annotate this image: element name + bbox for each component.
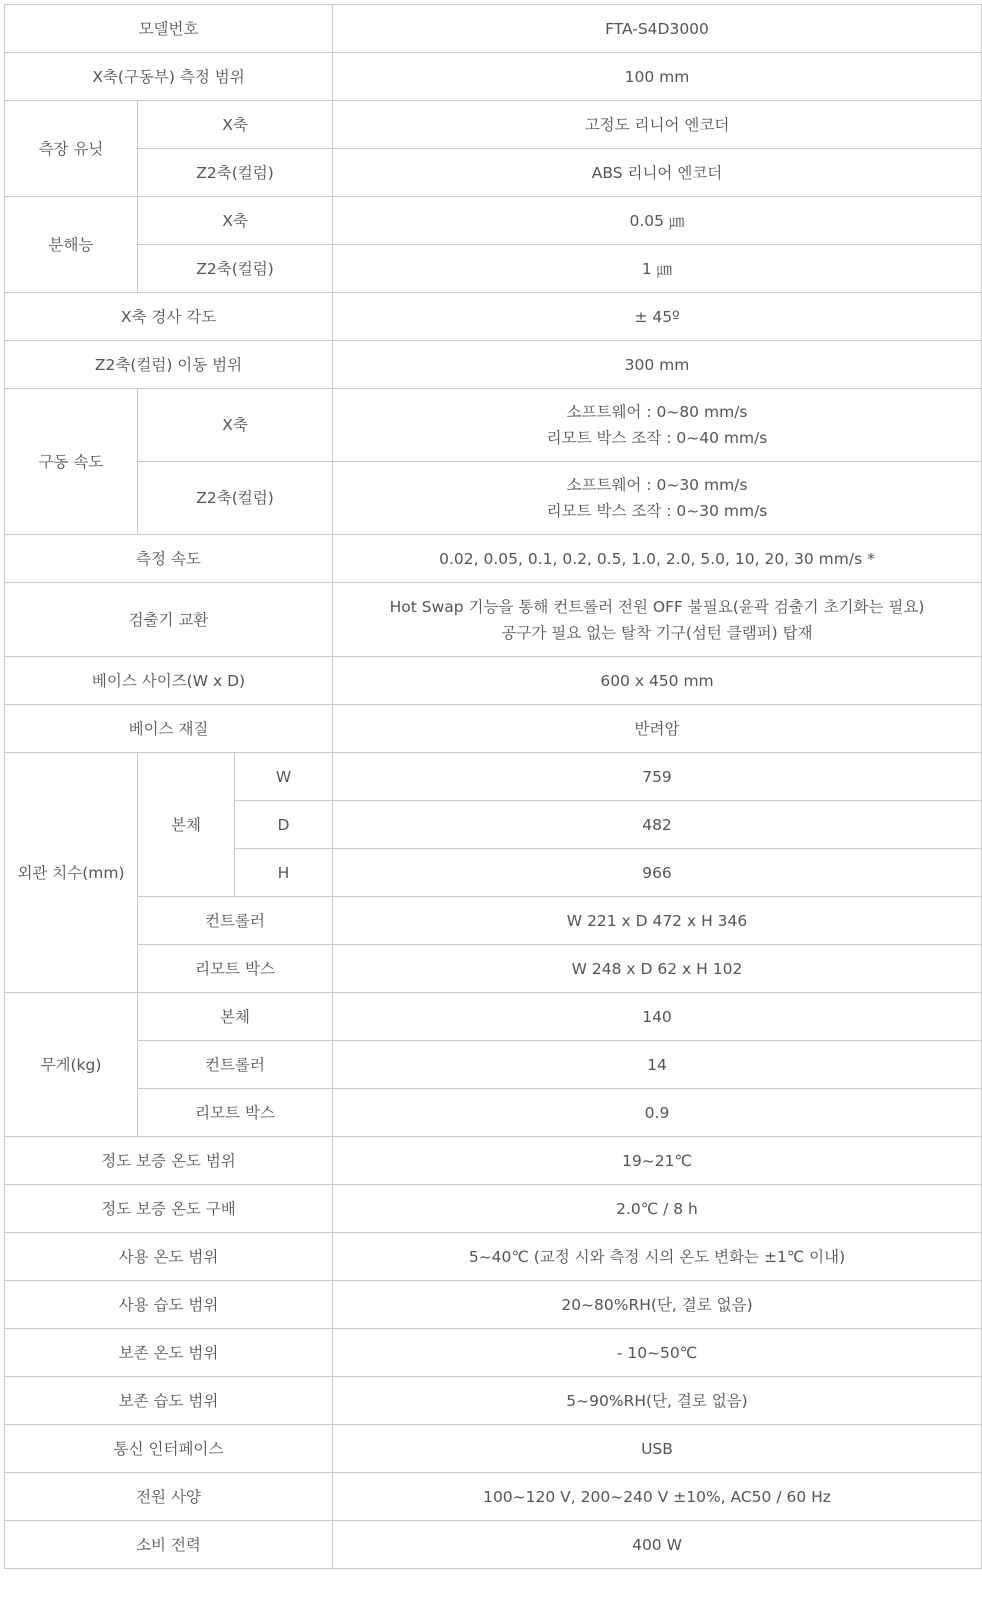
value-drive-speed-z-remote: 리모트 박스 조작 : 0~30 mm/s bbox=[546, 502, 768, 520]
value-acc-temp-gradient: 2.0℃ / 8 h bbox=[333, 1185, 982, 1233]
sublabel-dimensions-h: H bbox=[235, 849, 333, 897]
value-drive-speed-z-software: 소프트웨어 : 0~30 mm/s bbox=[566, 476, 748, 494]
sublabel-weight-remote: 리모트 박스 bbox=[138, 1089, 333, 1137]
sublabel-measure-unit-z: Z2축(컬럼) bbox=[138, 149, 333, 197]
value-dimensions-h: 966 bbox=[333, 849, 982, 897]
sublabel-dimensions-remote: 리모트 박스 bbox=[138, 945, 333, 993]
value-detector bbox=[333, 583, 982, 657]
value-drive-speed-x-remote: 리모트 박스 조작 : 0~40 mm/s bbox=[546, 429, 768, 447]
value-resolution-x: 0.05 ㎛ bbox=[333, 197, 982, 245]
spec-row-drive-speed-x bbox=[5, 389, 982, 462]
label-weight: 무게(kg) bbox=[5, 993, 138, 1137]
value-resolution-z: 1 ㎛ bbox=[333, 245, 982, 293]
value-x-range: 100 mm bbox=[333, 53, 982, 101]
value-dimensions-remote: W 248 x D 62 x H 102 bbox=[333, 945, 982, 993]
value-base-size: 600 x 450 mm bbox=[333, 657, 982, 705]
label-measure-speed: 측정 속도 bbox=[5, 535, 333, 583]
label-z-travel: Z2축(컬럼) 이동 범위 bbox=[5, 341, 333, 389]
value-interface: USB bbox=[333, 1425, 982, 1473]
label-drive-speed: 구동 속도 bbox=[5, 389, 138, 535]
spec-table-container bbox=[4, 4, 982, 1569]
value-power-consumption: 400 W bbox=[333, 1521, 982, 1569]
sublabel-measure-unit-x: X축 bbox=[138, 101, 333, 149]
spec-row-resolution-x bbox=[5, 197, 982, 245]
spec-row-dimensions-controller bbox=[5, 897, 982, 945]
spec-row-interface bbox=[5, 1425, 982, 1473]
label-power-consumption: 소비 전력 bbox=[5, 1521, 333, 1569]
label-base-size: 베이스 사이즈(W x D) bbox=[5, 657, 333, 705]
label-storage-temp: 보존 온도 범위 bbox=[5, 1329, 333, 1377]
value-weight-controller: 14 bbox=[333, 1041, 982, 1089]
value-weight-remote: 0.9 bbox=[333, 1089, 982, 1137]
value-model: FTA-S4D3000 bbox=[333, 5, 982, 53]
spec-row-weight-controller bbox=[5, 1041, 982, 1089]
sublabel-dimensions-w: W bbox=[235, 753, 333, 801]
label-resolution: 분해능 bbox=[5, 197, 138, 293]
label-interface: 통신 인터페이스 bbox=[5, 1425, 333, 1473]
spec-row-op-humidity bbox=[5, 1281, 982, 1329]
spec-row-weight-body bbox=[5, 993, 982, 1041]
label-model: 모델번호 bbox=[5, 5, 333, 53]
value-detector-hot-swap: Hot Swap 기능을 통해 컨트롤러 전원 OFF 불필요(윤곽 검출기 초기화는 필요) bbox=[389, 597, 925, 616]
value-weight-body: 140 bbox=[333, 993, 982, 1041]
value-drive-speed-z bbox=[333, 462, 982, 535]
value-x-tilt: ± 45º bbox=[333, 293, 982, 341]
spec-row-detector bbox=[5, 583, 982, 657]
label-op-humidity: 사용 습도 범위 bbox=[5, 1281, 333, 1329]
sublabel-dimensions-d: D bbox=[235, 801, 333, 849]
sublabel-weight-controller: 컨트롤러 bbox=[138, 1041, 333, 1089]
label-measure-unit: 측장 유닛 bbox=[5, 101, 138, 197]
spec-row-x-range bbox=[5, 53, 982, 101]
value-dimensions-w: 759 bbox=[333, 753, 982, 801]
sublabel-dimensions-body: 본체 bbox=[138, 753, 235, 897]
spec-row-weight-remote bbox=[5, 1089, 982, 1137]
value-op-temp: 5~40℃ (교정 시와 측정 시의 온도 변화는 ±1℃ 이내) bbox=[333, 1233, 982, 1281]
label-power-spec: 전원 사양 bbox=[5, 1473, 333, 1521]
spec-row-x-tilt bbox=[5, 293, 982, 341]
sublabel-dimensions-controller: 컨트롤러 bbox=[138, 897, 333, 945]
sublabel-resolution-x: X축 bbox=[138, 197, 333, 245]
spec-row-model bbox=[5, 5, 982, 53]
sublabel-drive-speed-z: Z2축(컬럼) bbox=[138, 462, 333, 535]
spec-row-op-temp bbox=[5, 1233, 982, 1281]
value-acc-temp-range: 19~21℃ bbox=[333, 1137, 982, 1185]
spec-row-power-consumption bbox=[5, 1521, 982, 1569]
spec-row-measure-speed bbox=[5, 535, 982, 583]
sublabel-resolution-z: Z2축(컬럼) bbox=[138, 245, 333, 293]
value-drive-speed-x bbox=[333, 389, 982, 462]
spec-row-drive-speed-z bbox=[5, 462, 982, 535]
spec-row-base-size bbox=[5, 657, 982, 705]
label-dimensions: 외관 치수(mm) bbox=[5, 753, 138, 993]
spec-row-base-material bbox=[5, 705, 982, 753]
label-acc-temp-gradient: 정도 보증 온도 구배 bbox=[5, 1185, 333, 1233]
value-op-humidity: 20~80%RH(단, 결로 없음) bbox=[333, 1281, 982, 1329]
spec-row-measure-unit-z bbox=[5, 149, 982, 197]
value-base-material: 반려암 bbox=[333, 705, 982, 753]
value-storage-humidity: 5~90%RH(단, 결로 없음) bbox=[333, 1377, 982, 1425]
sublabel-weight-body: 본체 bbox=[138, 993, 333, 1041]
value-measure-unit-z: ABS 리니어 엔코더 bbox=[333, 149, 982, 197]
label-x-tilt: X축 경사 각도 bbox=[5, 293, 333, 341]
spec-row-dimensions-w bbox=[5, 753, 982, 801]
value-dimensions-controller: W 221 x D 472 x H 346 bbox=[333, 897, 982, 945]
value-storage-temp: - 10~50℃ bbox=[333, 1329, 982, 1377]
label-acc-temp-range: 정도 보증 온도 범위 bbox=[5, 1137, 333, 1185]
value-power-spec: 100~120 V, 200~240 V ±10%, AC50 / 60 Hz bbox=[333, 1473, 982, 1521]
spec-row-storage-humidity bbox=[5, 1377, 982, 1425]
value-detector-clamper: 공구가 필요 없는 탈착 기구(섬턴 클램퍼) 탑재 bbox=[501, 623, 813, 642]
label-base-material: 베이스 재질 bbox=[5, 705, 333, 753]
value-z-travel: 300 mm bbox=[333, 341, 982, 389]
spec-row-dimensions-remote bbox=[5, 945, 982, 993]
spec-row-storage-temp bbox=[5, 1329, 982, 1377]
spec-row-acc-temp-gradient bbox=[5, 1185, 982, 1233]
sublabel-drive-speed-x: X축 bbox=[138, 389, 333, 462]
value-dimensions-d: 482 bbox=[333, 801, 982, 849]
spec-row-z-travel bbox=[5, 341, 982, 389]
label-detector: 검출기 교환 bbox=[5, 583, 333, 657]
spec-row-measure-unit-x bbox=[5, 101, 982, 149]
value-measure-unit-x: 고정도 리니어 엔코더 bbox=[333, 101, 982, 149]
spec-row-power-spec bbox=[5, 1473, 982, 1521]
label-x-range: X축(구동부) 측정 범위 bbox=[5, 53, 333, 101]
spec-row-resolution-z bbox=[5, 245, 982, 293]
label-storage-humidity: 보존 습도 범위 bbox=[5, 1377, 333, 1425]
label-op-temp: 사용 온도 범위 bbox=[5, 1233, 333, 1281]
spec-row-acc-temp-range bbox=[5, 1137, 982, 1185]
value-measure-speed: 0.02, 0.05, 0.1, 0.2, 0.5, 1.0, 2.0, 5.0, 10, 20, 30 mm/s * bbox=[333, 535, 982, 583]
spec-table bbox=[4, 4, 982, 1569]
value-drive-speed-x-software: 소프트웨어 : 0~80 mm/s bbox=[566, 403, 748, 421]
